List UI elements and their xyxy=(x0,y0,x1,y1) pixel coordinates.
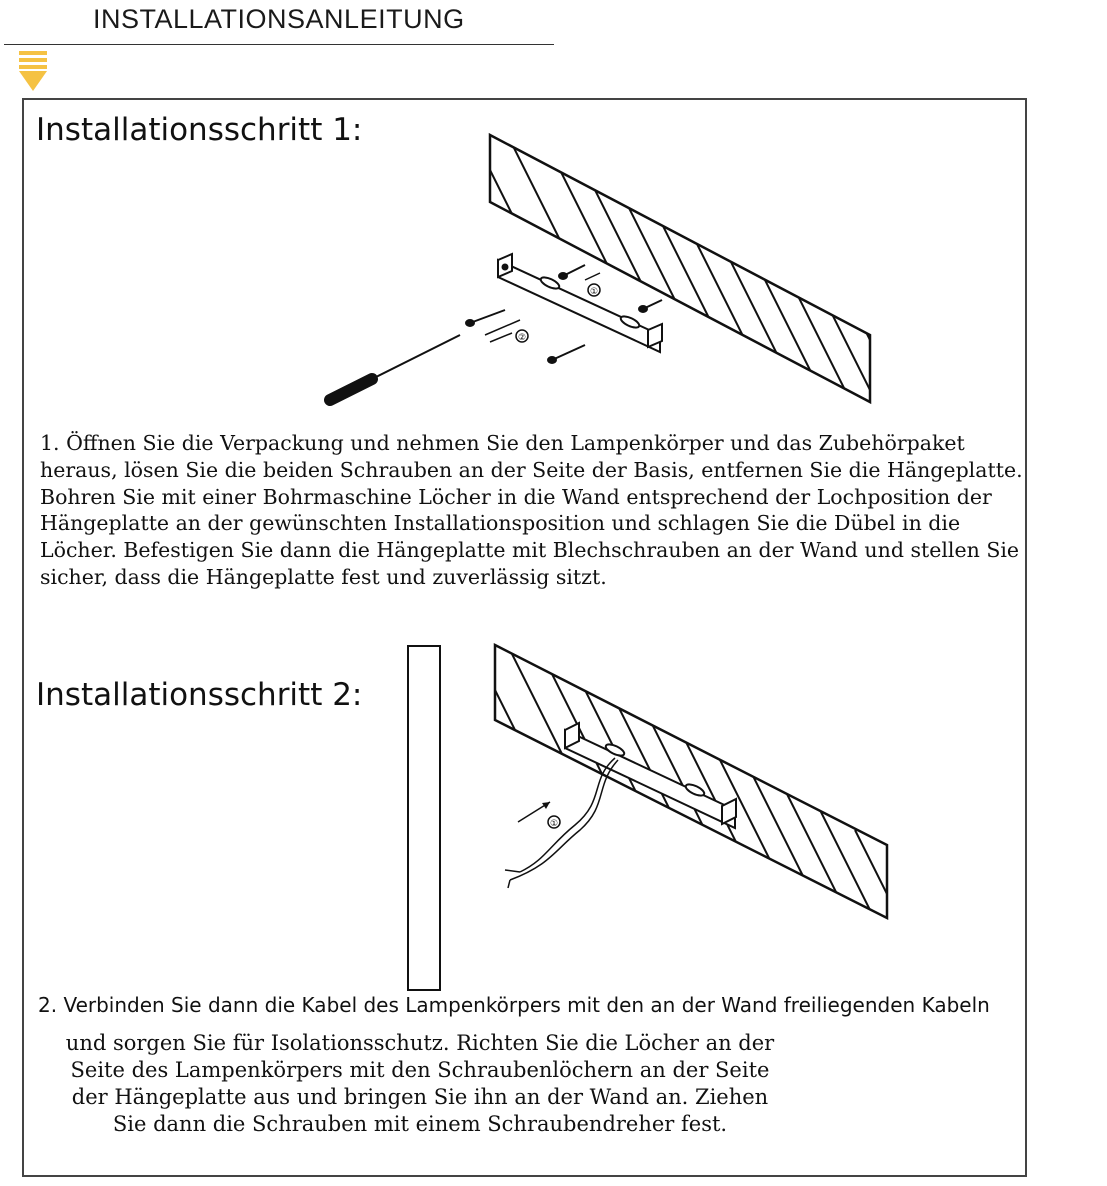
step2-title: Installationsschritt 2: xyxy=(36,677,363,713)
callout-1: ① xyxy=(589,287,599,297)
step2-line-4: der Hängeplatte aus und bringen Sie ihn an der Wand an. Ziehen xyxy=(71,1085,769,1109)
lamp-body-illustration xyxy=(407,645,441,991)
step1-line-2: heraus, lösen Sie die beiden Schrauben an der Seite der Basis, entfernen Sie die Hängeplatte. xyxy=(40,457,1023,482)
title-underline xyxy=(4,44,554,45)
callout-1: ① xyxy=(549,819,559,829)
step2-line-3: Seite des Lampenkörpers mit den Schraubenlöchern an der Seite xyxy=(70,1058,770,1082)
step2-line-1: 2. Verbinden Sie dann die Kabel des Lampenkörpers mit den an der Wand freiliegenden Kabeln xyxy=(38,993,990,1017)
step1-illustration xyxy=(300,130,900,430)
step2-line-5: Sie dann die Schrauben mit einem Schraubendreher fest. xyxy=(112,1112,728,1136)
wall-outline xyxy=(490,135,870,402)
page-title: INSTALLATIONSANLEITUNG xyxy=(93,4,465,34)
step1-line-4: Hängeplatte an der gewünschten Installationsposition und schlagen Sie die Dübel in die xyxy=(40,511,961,536)
step1-line-6: sicher, dass die Hängeplatte fest und zuverlässig sitzt. xyxy=(40,564,607,589)
wall-hatch xyxy=(470,130,935,470)
callout-2: ② xyxy=(517,333,527,343)
step2-description xyxy=(40,1030,800,1138)
step1-line-3: Bohren Sie mit einer Bohrmaschine Löcher in die Wand entsprechend der Lochposition der xyxy=(40,484,992,509)
cable-icon xyxy=(505,758,618,888)
step1-line-5: Löcher. Befestigen Sie dann die Hängeplatte mit Blechschrauben an der Wand und stellen Sie xyxy=(40,538,1020,563)
screwdriver-icon xyxy=(330,335,460,400)
step1-description xyxy=(40,430,1023,591)
step1-line-1: 1. Öffnen Sie die Verpackung und nehmen Sie den Lampenkörper und das Zubehörpaket xyxy=(40,431,965,455)
step2-illustration xyxy=(490,640,900,930)
screw-icons xyxy=(466,265,662,363)
step1-title: Installationsschritt 1: xyxy=(36,112,363,148)
hanging-plate xyxy=(565,723,736,828)
chevron-down-icon xyxy=(17,49,49,93)
step2-line-2: und sorgen Sie für Isolationsschutz. Richten Sie die Löcher an der xyxy=(65,1031,775,1055)
